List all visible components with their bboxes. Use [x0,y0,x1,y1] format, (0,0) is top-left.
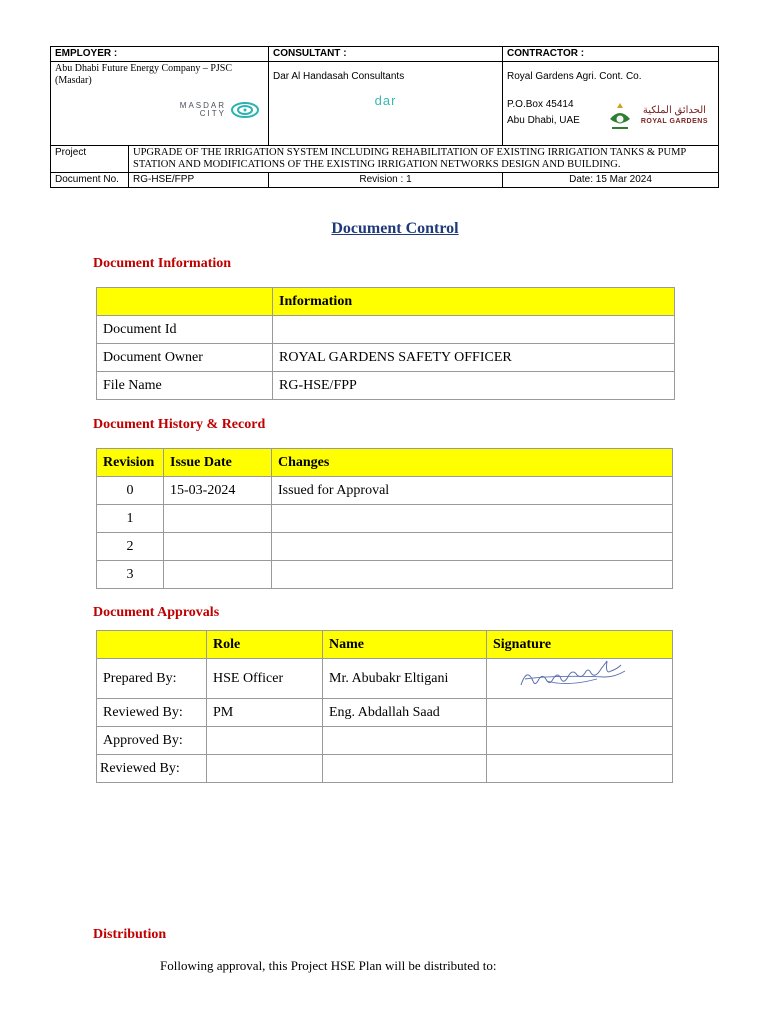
approvals-table [96,630,673,783]
approvals-header-signature: Signature [487,631,673,659]
approval-role: PM [207,699,323,727]
consultant-label: CONSULTANT : [269,47,503,62]
table-row [97,561,673,589]
table-row [97,477,673,505]
employer-label: EMPLOYER : [51,47,269,62]
dar-logo: dar [374,93,397,108]
row-label: File Name [97,372,273,400]
changes-cell [272,505,673,533]
contractor-label: CONTRACTOR : [503,47,719,62]
project-label: Project [51,146,129,173]
royal-gardens-arabic: الحدائق الملكية [642,104,706,116]
docno-label: Document No. [51,173,129,188]
employer-name: Abu Dhabi Future Energy Company – PJSC (Masdar) [55,63,233,86]
row-label: Document Id [97,316,273,344]
table-row [97,727,673,755]
consultant-cell [269,62,503,146]
distribution-heading: Distribution [93,927,167,942]
approval-role [207,727,323,755]
row-value: RG-HSE/FPP [273,372,675,400]
royal-gardens-english: ROYAL GARDENS [640,117,709,125]
info-heading: Document Information [93,256,232,271]
info-header: Information [273,288,675,316]
date-cell [164,561,272,589]
date-cell [164,505,272,533]
approval-label: Prepared By: [97,659,207,699]
approvals-header-name: Name [323,631,487,659]
contractor-po: P.O.Box 45414 [507,99,574,110]
changes-cell [272,533,673,561]
changes-cell: Issued for Approval [272,477,673,505]
masdar-logo: MASDAR CITY [55,101,264,119]
royal-gardens-emblem-icon [603,99,637,133]
history-header-date: Issue Date [164,449,272,477]
table-row [97,344,675,372]
revision-cell: 3 [97,561,164,589]
approval-name: Mr. Abubakr Eltigani [323,659,487,699]
date-cell [164,533,272,561]
consultant-name: Dar Al Handasah Consultants [273,71,405,82]
row-value [273,316,675,344]
approval-name [323,727,487,755]
approvals-header-empty [97,631,207,659]
revision-cell: 2 [97,533,164,561]
document-header [50,46,719,188]
approval-role [207,755,323,783]
revision: Revision : 1 [269,173,503,188]
page-title: Document Control [331,220,459,237]
approval-role: HSE Officer [207,659,323,699]
contractor-city: Abu Dhabi, UAE [507,115,580,126]
row-label: Document Owner [97,344,273,372]
changes-cell [272,561,673,589]
table-row [97,372,675,400]
signature-cell [487,755,673,783]
project-title: UPGRADE OF THE IRRIGATION SYSTEM INCLUDING REHABILITATION OF EXISTING IRRIGATION TANKS & PUMP STATION AND MODIFICATIONS OF THE EXISTING IRRIGATION NETWORKS DESIGN AND BUILDING. [129,146,719,173]
date-cell: 15-03-2024 [164,477,272,505]
row-value: ROYAL GARDENS SAFETY OFFICER [273,344,675,372]
table-row [97,505,673,533]
signature-cell [487,727,673,755]
masdar-swirl-icon [230,101,260,119]
table-row [97,699,673,727]
table-row [97,659,673,699]
approval-name [323,755,487,783]
history-header-revision: Revision [97,449,164,477]
history-header-changes: Changes [272,449,673,477]
approval-name: Eng. Abdallah Saad [323,699,487,727]
table-row [97,533,673,561]
history-heading: Document History & Record [93,417,266,432]
date: Date: 15 Mar 2024 [503,173,719,188]
contractor-name: Royal Gardens Agri. Cont. Co. [507,71,642,82]
docno-value: RG-HSE/FPP [129,173,269,188]
approval-label: Reviewed By: [97,699,207,727]
approval-label: Approved By: [97,727,207,755]
revision-cell: 1 [97,505,164,533]
history-table [96,448,673,589]
table-row [97,755,673,783]
contractor-cell [503,62,719,146]
royal-gardens-logo [603,99,714,133]
approvals-header-role: Role [207,631,323,659]
employer-cell [51,62,269,146]
table-row [97,316,675,344]
signature-cell [487,659,673,699]
approval-label: Reviewed By: [97,755,207,783]
info-table [96,287,675,400]
info-header-empty [97,288,273,316]
approvals-heading: Document Approvals [93,605,220,620]
signature-image [487,659,637,693]
signature-cell [487,699,673,727]
revision-cell: 0 [97,477,164,505]
distribution-text: Following approval, this Project HSE Plan will be distributed to: [160,958,497,973]
